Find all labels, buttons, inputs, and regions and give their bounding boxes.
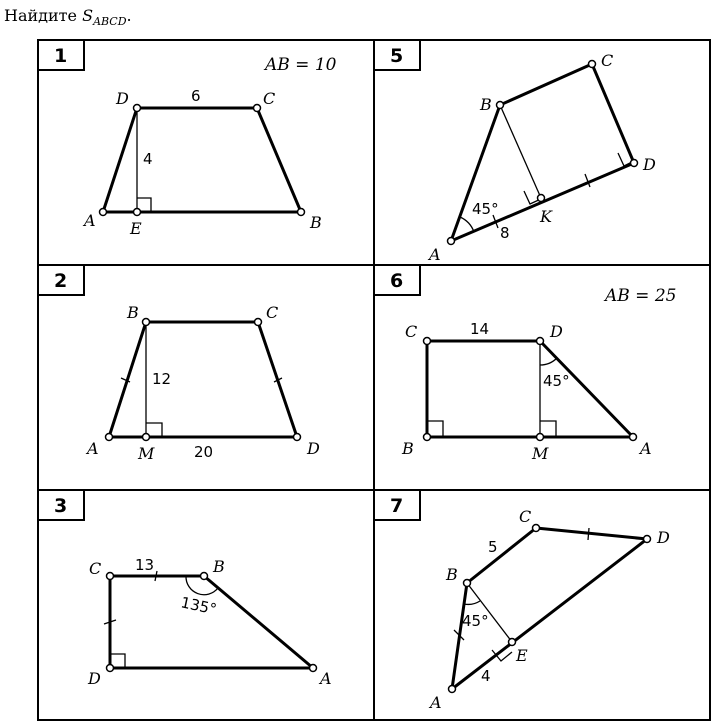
- panel-6-angle-value: 45°: [543, 372, 570, 390]
- panel-2-length-md: 20: [194, 443, 214, 461]
- panel-2-point-b: [143, 319, 150, 326]
- panel-6-trapezoid: [427, 341, 633, 437]
- panel-2: [38, 265, 374, 490]
- panel-5-length-ak: 8: [500, 224, 510, 242]
- panel-7: [374, 490, 710, 720]
- panel-1-label-a: A: [84, 211, 96, 230]
- panel-5-point-k: [538, 195, 545, 202]
- heading-area-subscript: ABCD: [93, 15, 127, 29]
- panel-7-point-d: [644, 536, 651, 543]
- panel-2-length-bm: 12: [152, 370, 172, 388]
- panel-3-label-a: A: [320, 669, 332, 688]
- panel-5-point-c: [589, 61, 596, 68]
- panel-5-label-c: C: [601, 51, 614, 70]
- panel-1-length-de: 4: [143, 150, 153, 168]
- panel-3-trapezoid: [110, 576, 313, 668]
- panel-7-length-bc: 5: [488, 538, 498, 556]
- panel-1-trapezoid: [103, 108, 301, 212]
- panel-7-point-c: [533, 525, 540, 532]
- panel-3-length-cb: 13: [135, 556, 155, 574]
- panel-5-point-b: [497, 102, 504, 109]
- panel-7-angle-value: 45°: [462, 612, 489, 630]
- heading-area-symbol: S: [82, 6, 94, 25]
- panel-7-number: 7: [390, 495, 404, 517]
- panel-6-label-a: A: [640, 439, 652, 458]
- panel-1: [38, 40, 374, 265]
- heading-dot: .: [126, 6, 132, 25]
- panel-2-point-c: [255, 319, 262, 326]
- panel-6-point-m: [537, 434, 544, 441]
- panel-1-label-e: E: [130, 219, 142, 238]
- panel-3-point-c: [107, 573, 114, 580]
- panel-1-point-a: [100, 209, 107, 216]
- panel-2-point-d: [294, 434, 301, 441]
- panel-1-point-c: [254, 105, 261, 112]
- panel-7-label-b: B: [446, 565, 458, 584]
- panel-2-trapezoid: [109, 322, 297, 437]
- panel-1-point-b: [298, 209, 305, 216]
- panel-3-point-b: [201, 573, 208, 580]
- panel-5-height-bk: [500, 105, 541, 198]
- panel-3-angle-value: 135°: [179, 593, 219, 619]
- panel-2-label-c: C: [266, 303, 279, 322]
- panel-2-point-m: [143, 434, 150, 441]
- panel-3-label-b: B: [213, 557, 225, 576]
- panel-7-angle-arc: [464, 601, 480, 604]
- panel-7-label-d: D: [657, 528, 670, 547]
- panel-6-label-c: C: [405, 322, 418, 341]
- panel-7-trapezoid: [452, 528, 647, 689]
- panel-7-label-c: C: [519, 507, 532, 526]
- panel-3-point-d: [107, 665, 114, 672]
- panel-5-number: 5: [390, 45, 404, 67]
- panel-2-label-d: D: [307, 439, 320, 458]
- panel-7-point-e: [509, 639, 516, 646]
- panel-6-condition: AB = 25: [605, 286, 677, 306]
- panel-5: [374, 40, 710, 265]
- panel-2-number: 2: [54, 270, 68, 292]
- panel-7-label-a: A: [430, 693, 442, 712]
- panel-6-point-b: [424, 434, 431, 441]
- panel-5-frame: [374, 40, 710, 265]
- panel-1-condition: AB = 10: [265, 55, 337, 75]
- panel-5-label-d: D: [643, 155, 656, 174]
- heading-text: Найдите: [4, 6, 77, 25]
- panel-2-label-a: A: [87, 439, 99, 458]
- panel-3-label-d: D: [88, 669, 101, 688]
- panel-6-point-d: [537, 338, 544, 345]
- panel-6-label-d: D: [550, 322, 563, 341]
- panel-1-point-e: [134, 209, 141, 216]
- panel-2-point-a: [106, 434, 113, 441]
- panel-6-point-c: [424, 338, 431, 345]
- panel-6-point-a: [630, 434, 637, 441]
- panel-1-label-d: D: [116, 89, 129, 108]
- panel-7-length-ae: 4: [481, 667, 491, 685]
- panel-5-angle-arc: [460, 217, 474, 232]
- panel-6-label-b: B: [402, 439, 414, 458]
- panel-5-point-a: [448, 238, 455, 245]
- panel-1-label-b: B: [310, 213, 322, 232]
- panel-3: [38, 490, 374, 720]
- panel-1-label-c: C: [263, 89, 276, 108]
- panel-1-length-dc: 6: [191, 87, 201, 105]
- panel-6-angle-arc: [540, 358, 557, 365]
- panel-6: [374, 265, 710, 490]
- panel-3-point-a: [310, 665, 317, 672]
- panel-5-label-a: A: [429, 245, 441, 264]
- panel-7-point-a: [449, 686, 456, 693]
- panel-6-label-m: M: [532, 444, 549, 463]
- panel-7-label-e: E: [516, 646, 528, 665]
- panel-7-tick-cd: [588, 528, 589, 540]
- panel-2-label-m: M: [138, 444, 155, 463]
- panel-5-point-d: [631, 160, 638, 167]
- panel-1-number: 1: [54, 45, 68, 67]
- panel-5-angle-value: 45°: [472, 200, 499, 218]
- panel-3-number: 3: [54, 495, 68, 517]
- panel-6-length-cd: 14: [470, 320, 490, 338]
- panel-5-label-k: K: [540, 207, 552, 226]
- panel-5-label-b: B: [480, 95, 492, 114]
- panel-7-point-b: [464, 580, 471, 587]
- panel-1-point-d: [134, 105, 141, 112]
- panel-6-number: 6: [390, 270, 404, 292]
- panel-3-label-c: C: [89, 559, 102, 578]
- panel-2-label-b: B: [127, 303, 139, 322]
- panel-7-frame: [374, 490, 710, 720]
